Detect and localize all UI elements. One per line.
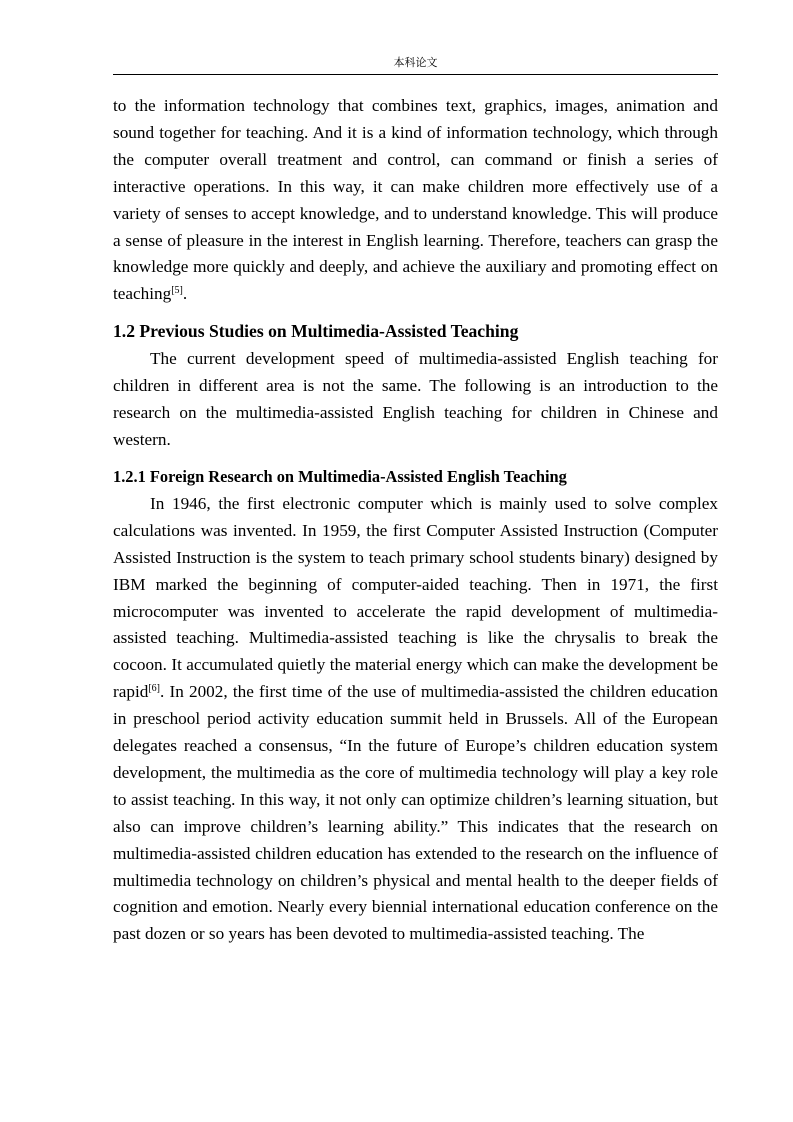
paragraph-continued	[113, 93, 718, 308]
citation-superscript: [5]	[171, 285, 183, 297]
paragraph-text: to the information technology that combines text, graphics, images, animation and sound together for teaching. And it is a kind of information technology, which through the computer overall treatment and control, can command or finish a series of interactive operations. In this way, it can make children more effectively use of a variety of senses to accept knowledge, and to understand knowledge. This will produce a sense of pleasure in the interest in English learning. Therefore, teachers can grasp the knowledge more quickly and deeply, and achieve the auxiliary and promoting effect on teaching	[113, 96, 718, 304]
subsection-heading-1-2-1: 1.2.1 Foreign Research on Multimedia-Assisted English Teaching	[113, 466, 567, 486]
paragraph-section-intro: The current development speed of multimedia-assisted English teaching for children in different area is not the same. The following is an introduction to the research on the multimedia-assisted English teaching for children in Chinese and western.	[113, 349, 718, 449]
paragraph-foreign-research	[113, 491, 718, 948]
paragraph-text-continued: . In 2002, the first time of the use of multimedia-assisted the children education in preschool period activity education summit held in Brussels. All of the European delegates reached a consensus, “In the future of Europe’s children education system development, the multimedia as the core of multimedia technology will play a key role to assist teaching. In this way, it not only can optimize children’s learning situation, but also can improve children’s learning ability.” This indicates that the research on multimedia-assisted children education has extended to the research on the influence of multimedia technology on children’s physical and mental health to the deeper fields of cognition and emotion. Nearly every biennial international education conference on the past dozen or so years has been devoted to multimedia-assisted teaching. The	[113, 682, 718, 944]
header-rule	[113, 74, 718, 75]
running-header: 本科论文	[393, 56, 438, 69]
paragraph-end-punctuation: .	[182, 284, 188, 304]
paragraph-text: In 1946, the first electronic computer which is mainly used to solve complex calculations was invented. In 1959, the first Computer Assisted Instruction (Computer Assisted Instruction is the system to teach primary school students binary) designed by IBM marked the beginning of computer-aided teaching. Then in 1971, the first microcomputer was invented to accelerate the rapid development of multimedia-assisted teaching. Multimedia-assisted teaching is like the chrysalis to break the cocoon. It accumulated quietly the material energy which can make the development be rapid	[113, 493, 718, 702]
section-heading-1-2: 1.2 Previous Studies on Multimedia-Assisted Teaching	[113, 321, 519, 342]
citation-superscript: [6]	[148, 683, 160, 695]
body-text	[113, 93, 718, 948]
